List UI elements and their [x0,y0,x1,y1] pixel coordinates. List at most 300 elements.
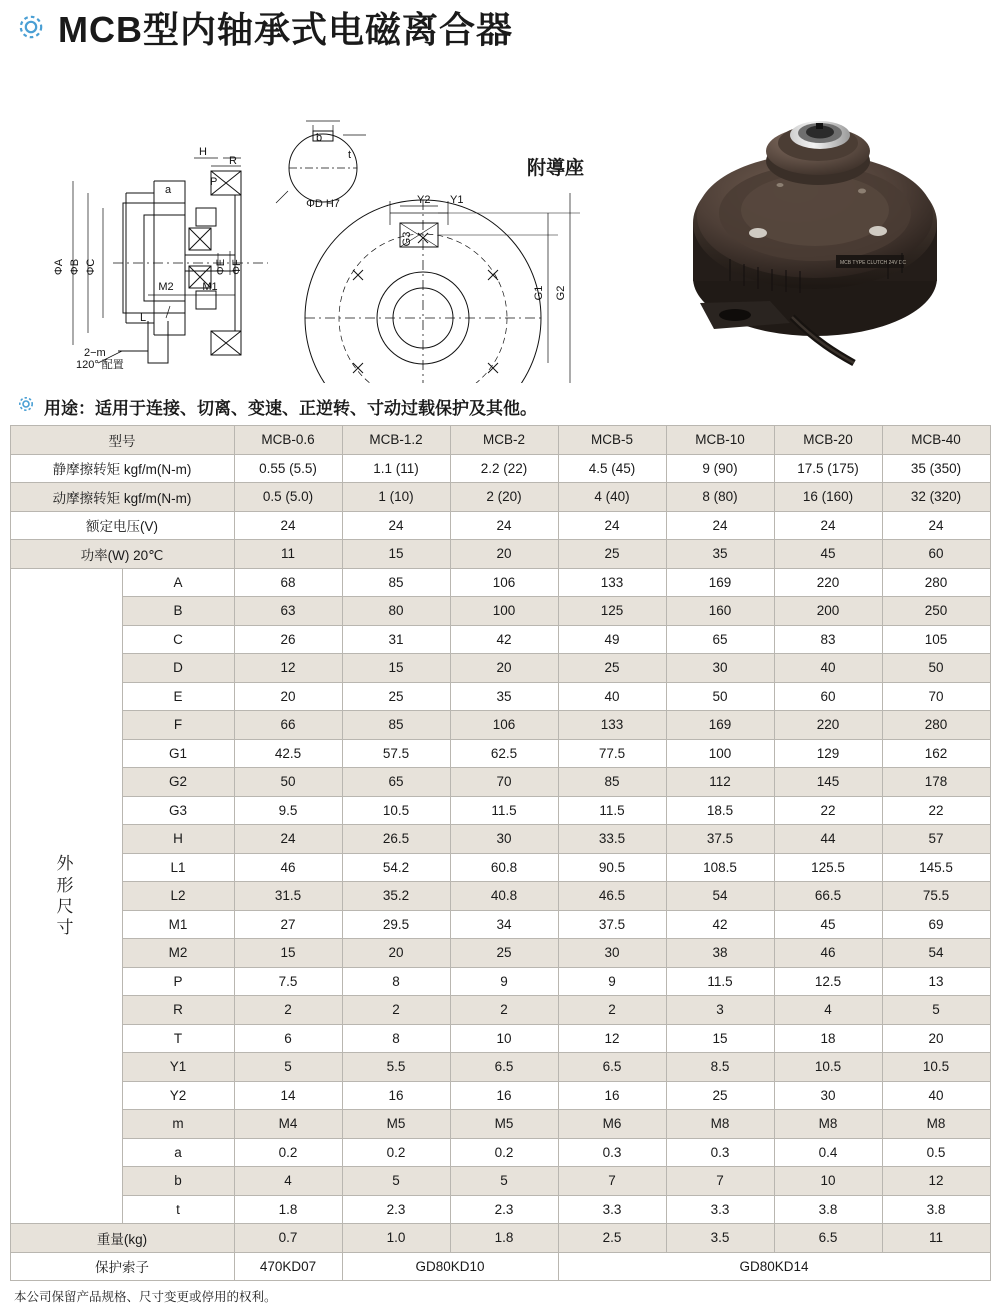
dim-cell-B-2: 100 [450,597,558,626]
dim-cell-B-4: 160 [666,597,774,626]
dim-row-label-T: T [122,1024,234,1053]
dim-cell-G1-4: 100 [666,739,774,768]
spec-cell-3-4: 35 [666,540,774,569]
dim-cell-D-0: 12 [234,654,342,683]
dim-cell-E-4: 50 [666,682,774,711]
dim-cell-B-3: 125 [558,597,666,626]
model-col-2: MCB-2 [450,426,558,455]
dim-cell-H-4: 37.5 [666,825,774,854]
svg-text:G1: G1 [533,285,545,301]
dim-cell-P-3: 9 [558,967,666,996]
dim-cell-t-2: 2.3 [450,1195,558,1224]
dim-row-label-G3: G3 [122,796,234,825]
dim-cell-R-5: 4 [774,996,882,1025]
dim-cell-G1-2: 62.5 [450,739,558,768]
dim-cell-G3-5: 22 [774,796,882,825]
model-col-0: MCB-0.6 [234,426,342,455]
model-col-5: MCB-20 [774,426,882,455]
dim-cell-F-6: 280 [882,711,990,740]
table-row [10,1138,990,1167]
technical-drawing [18,63,618,383]
gear-icon [16,394,36,419]
dim-cell-E-1: 25 [342,682,450,711]
dim-cell-D-2: 20 [450,654,558,683]
svg-text:P: P [210,176,218,188]
svg-text:MCB TYPE CLUTCH 24V DC: MCB TYPE CLUTCH 24V DC [840,260,907,266]
dim-cell-L1-2: 60.8 [450,853,558,882]
spec-cell-1-4: 8 (80) [666,483,774,512]
svg-text:G2: G2 [555,285,567,301]
dim-row-label-Y2: Y2 [122,1081,234,1110]
weight-cell-0: 0.7 [234,1224,342,1253]
dim-cell-F-1: 85 [342,711,450,740]
dim-cell-t-3: 3.3 [558,1195,666,1224]
dim-cell-m-0: M4 [234,1110,342,1139]
protector-row-label: 保护索子 [10,1252,234,1281]
svg-text:ΦB: ΦB [69,258,81,276]
dim-cell-H-5: 44 [774,825,882,854]
dim-row-label-A: A [122,568,234,597]
svg-text:M2: M2 [158,281,174,293]
svg-text:ΦE: ΦE [215,258,227,276]
dim-cell-G2-3: 85 [558,768,666,797]
spec-cell-1-2: 2 (20) [450,483,558,512]
table-row [10,1110,990,1139]
spec-cell-2-4: 24 [666,511,774,540]
dim-cell-A-6: 280 [882,568,990,597]
dim-cell-L2-2: 40.8 [450,882,558,911]
spec-cell-0-3: 4.5 (45) [558,454,666,483]
dim-cell-G1-1: 57.5 [342,739,450,768]
spec-cell-1-1: 1 (10) [342,483,450,512]
dim-cell-P-1: 8 [342,967,450,996]
dim-cell-m-4: M8 [666,1110,774,1139]
dim-cell-t-1: 2.3 [342,1195,450,1224]
dim-cell-H-3: 33.5 [558,825,666,854]
dim-cell-G1-6: 162 [882,739,990,768]
dim-cell-P-4: 11.5 [666,967,774,996]
usage-line [0,390,1000,425]
spec-cell-0-2: 2.2 (22) [450,454,558,483]
dim-cell-D-1: 15 [342,654,450,683]
spec-cell-2-5: 24 [774,511,882,540]
table-row [10,910,990,939]
dim-cell-L2-5: 66.5 [774,882,882,911]
dim-cell-H-6: 57 [882,825,990,854]
dim-cell-R-3: 2 [558,996,666,1025]
dim-cell-P-2: 9 [450,967,558,996]
dim-cell-B-1: 80 [342,597,450,626]
dim-cell-E-5: 60 [774,682,882,711]
spec-cell-3-0: 11 [234,540,342,569]
spec-cell-3-2: 20 [450,540,558,569]
spec-cell-2-1: 24 [342,511,450,540]
spec-cell-0-1: 1.1 (11) [342,454,450,483]
dim-cell-b-3: 7 [558,1167,666,1196]
dim-cell-Y2-1: 16 [342,1081,450,1110]
dim-cell-F-5: 220 [774,711,882,740]
dim-cell-R-0: 2 [234,996,342,1025]
table-header-row [10,426,990,455]
dim-cell-M1-1: 29.5 [342,910,450,939]
spec-cell-2-3: 24 [558,511,666,540]
dim-cell-A-1: 85 [342,568,450,597]
dim-row-label-a: a [122,1138,234,1167]
dim-cell-Y1-4: 8.5 [666,1053,774,1082]
dim-cell-C-3: 49 [558,625,666,654]
table-row [10,597,990,626]
svg-text:M1: M1 [202,281,218,293]
dim-cell-B-0: 63 [234,597,342,626]
spec-cell-3-5: 45 [774,540,882,569]
dim-cell-E-2: 35 [450,682,558,711]
dim-cell-A-0: 68 [234,568,342,597]
dim-cell-B-6: 250 [882,597,990,626]
dim-cell-L1-4: 108.5 [666,853,774,882]
page-title: MCB型内轴承式电磁离合器 [58,8,513,50]
dim-row-label-C: C [122,625,234,654]
dim-cell-G1-5: 129 [774,739,882,768]
dim-row-label-B: B [122,597,234,626]
svg-text:ΦC: ΦC [85,258,97,276]
dim-row-label-G2: G2 [122,768,234,797]
table-row [10,540,990,569]
table-row [10,1224,990,1253]
gear-icon [14,10,48,49]
dim-cell-t-5: 3.8 [774,1195,882,1224]
spec-cell-1-3: 4 (40) [558,483,666,512]
dim-cell-b-6: 12 [882,1167,990,1196]
model-header: 型号 [10,426,234,455]
dim-cell-G2-6: 178 [882,768,990,797]
model-col-1: MCB-1.2 [342,426,450,455]
dim-row-label-F: F [122,711,234,740]
dim-row-label-M2: M2 [122,939,234,968]
dim-cell-G3-1: 10.5 [342,796,450,825]
specification-table [10,425,991,1281]
svg-text:120° 配置: 120° 配置 [76,359,124,371]
table-row [10,1053,990,1082]
dim-cell-L1-5: 125.5 [774,853,882,882]
model-col-4: MCB-10 [666,426,774,455]
spec-cell-2-0: 24 [234,511,342,540]
table-row [10,483,990,512]
svg-text:t: t [348,149,352,161]
table-row [10,796,990,825]
dim-cell-H-0: 24 [234,825,342,854]
dim-cell-G3-0: 9.5 [234,796,342,825]
dim-cell-M1-3: 37.5 [558,910,666,939]
dim-cell-F-0: 66 [234,711,342,740]
dim-cell-M2-1: 20 [342,939,450,968]
dim-cell-A-5: 220 [774,568,882,597]
dim-cell-C-5: 83 [774,625,882,654]
dim-cell-Y2-5: 30 [774,1081,882,1110]
model-col-6: MCB-40 [882,426,990,455]
spec-cell-0-5: 17.5 (175) [774,454,882,483]
table-row [10,625,990,654]
spec-cell-2-6: 24 [882,511,990,540]
dim-cell-m-2: M5 [450,1110,558,1139]
footnote: 本公司保留产品规格、尺寸变更或停用的权利。 [14,1290,277,1304]
model-col-3: MCB-5 [558,426,666,455]
dim-cell-B-5: 200 [774,597,882,626]
weight-cell-2: 1.8 [450,1224,558,1253]
table-row [10,654,990,683]
dim-cell-G3-6: 22 [882,796,990,825]
dim-cell-D-3: 25 [558,654,666,683]
dim-cell-M2-3: 30 [558,939,666,968]
dim-cell-L2-3: 46.5 [558,882,666,911]
dim-cell-G1-3: 77.5 [558,739,666,768]
dim-row-label-Y1: Y1 [122,1053,234,1082]
dim-cell-D-6: 50 [882,654,990,683]
dim-cell-R-4: 3 [666,996,774,1025]
dim-cell-E-0: 20 [234,682,342,711]
table-row [10,1167,990,1196]
dim-row-label-t: t [122,1195,234,1224]
table-row [10,768,990,797]
usage-text: 用途：适用于连接、切离、变速、正逆转、寸动过载保护及其他。 [44,399,537,418]
dim-cell-A-2: 106 [450,568,558,597]
dim-cell-G2-0: 50 [234,768,342,797]
table-row [10,739,990,768]
dim-cell-Y1-1: 5.5 [342,1053,450,1082]
spec-cell-0-4: 9 (90) [666,454,774,483]
svg-text:R: R [229,155,237,167]
dim-cell-C-0: 26 [234,625,342,654]
product-photo [640,73,985,373]
weight-cell-1: 1.0 [342,1224,450,1253]
dim-cell-C-6: 105 [882,625,990,654]
spec-row-label-3: 功率(W) 20℃ [10,540,234,569]
dim-cell-H-1: 26.5 [342,825,450,854]
table-row [10,711,990,740]
svg-text:G3: G3 [401,231,413,247]
dim-cell-F-3: 133 [558,711,666,740]
dim-cell-A-4: 169 [666,568,774,597]
dim-cell-G3-2: 11.5 [450,796,558,825]
dim-cell-b-5: 10 [774,1167,882,1196]
spec-cell-3-1: 15 [342,540,450,569]
figure-area [0,55,1000,390]
dim-cell-R-1: 2 [342,996,450,1025]
table-row [10,454,990,483]
weight-cell-3: 2.5 [558,1224,666,1253]
dim-cell-T-1: 8 [342,1024,450,1053]
dim-row-label-M1: M1 [122,910,234,939]
spec-row-label-1: 动摩擦转矩 kgf/m(N-m) [10,483,234,512]
table-row [10,853,990,882]
dim-cell-C-2: 42 [450,625,558,654]
spec-cell-3-3: 25 [558,540,666,569]
dim-cell-Y2-3: 16 [558,1081,666,1110]
dim-cell-t-6: 3.8 [882,1195,990,1224]
dim-cell-H-2: 30 [450,825,558,854]
dim-cell-Y2-4: 25 [666,1081,774,1110]
table-row [10,511,990,540]
svg-text:ΦF: ΦF [231,259,243,275]
table-row [10,1252,990,1281]
dim-cell-a-6: 0.5 [882,1138,990,1167]
dim-row-label-L2: L2 [122,882,234,911]
table-row [10,1024,990,1053]
dim-row-label-H: H [122,825,234,854]
svg-text:2−m: 2−m [84,347,106,359]
dim-cell-M2-4: 38 [666,939,774,968]
dim-row-label-E: E [122,682,234,711]
dim-cell-M2-5: 46 [774,939,882,968]
spec-cell-2-2: 24 [450,511,558,540]
bracket-note: 附導座 [527,158,585,179]
table-row [10,1081,990,1110]
weight-cell-5: 6.5 [774,1224,882,1253]
dim-cell-Y1-0: 5 [234,1053,342,1082]
dim-cell-T-4: 15 [666,1024,774,1053]
svg-text:b: b [315,132,323,144]
dim-cell-F-4: 169 [666,711,774,740]
svg-text:ΦA: ΦA [53,258,65,276]
dim-cell-L1-3: 90.5 [558,853,666,882]
dim-cell-G1-0: 42.5 [234,739,342,768]
svg-text:Y2: Y2 [417,194,431,206]
dim-row-label-P: P [122,967,234,996]
svg-text:Y1: Y1 [450,194,464,206]
dim-cell-P-6: 13 [882,967,990,996]
dim-cell-Y2-0: 14 [234,1081,342,1110]
dim-cell-L2-6: 75.5 [882,882,990,911]
dim-cell-b-1: 5 [342,1167,450,1196]
spec-row-label-2: 额定电压(V) [10,511,234,540]
table-row [10,682,990,711]
dim-cell-M1-6: 69 [882,910,990,939]
dim-cell-t-4: 3.3 [666,1195,774,1224]
svg-text:H: H [199,146,207,158]
spec-cell-3-6: 60 [882,540,990,569]
dim-cell-R-2: 2 [450,996,558,1025]
dim-cell-M1-2: 34 [450,910,558,939]
dim-cell-a-5: 0.4 [774,1138,882,1167]
dim-cell-b-2: 5 [450,1167,558,1196]
dim-cell-C-4: 65 [666,625,774,654]
dim-cell-L1-6: 145.5 [882,853,990,882]
table-row [10,882,990,911]
dim-cell-t-0: 1.8 [234,1195,342,1224]
dim-cell-T-5: 18 [774,1024,882,1053]
dim-cell-a-0: 0.2 [234,1138,342,1167]
table-row [10,996,990,1025]
dim-row-label-D: D [122,654,234,683]
dim-cell-D-5: 40 [774,654,882,683]
spec-cell-0-6: 35 (350) [882,454,990,483]
dim-cell-M1-0: 27 [234,910,342,939]
dim-cell-Y1-5: 10.5 [774,1053,882,1082]
dim-cell-a-1: 0.2 [342,1138,450,1167]
dim-cell-m-3: M6 [558,1110,666,1139]
dim-cell-L2-4: 54 [666,882,774,911]
dim-cell-L2-1: 35.2 [342,882,450,911]
table-row [10,1195,990,1224]
dimension-group-label: 外 形 尺 寸 [10,568,122,1224]
dim-cell-b-0: 4 [234,1167,342,1196]
dim-cell-P-0: 7.5 [234,967,342,996]
protector-cell-2: GD80KD14 [558,1252,990,1281]
dim-cell-E-6: 70 [882,682,990,711]
table-row [10,939,990,968]
spec-cell-1-6: 32 (320) [882,483,990,512]
dim-cell-F-2: 106 [450,711,558,740]
table-row [10,825,990,854]
spec-cell-0-0: 0.55 (5.5) [234,454,342,483]
dim-cell-Y1-2: 6.5 [450,1053,558,1082]
dim-cell-G2-5: 145 [774,768,882,797]
dim-cell-Y2-2: 16 [450,1081,558,1110]
dim-cell-T-2: 10 [450,1024,558,1053]
svg-text:L: L [140,312,147,324]
dim-row-label-L1: L1 [122,853,234,882]
protector-cell-1: GD80KD10 [342,1252,558,1281]
dim-cell-M2-2: 25 [450,939,558,968]
spec-row-label-0: 静摩擦转矩 kgf/m(N-m) [10,454,234,483]
dim-cell-P-5: 12.5 [774,967,882,996]
dim-cell-b-4: 7 [666,1167,774,1196]
dim-cell-m-6: M8 [882,1110,990,1139]
dim-cell-T-6: 20 [882,1024,990,1053]
dim-cell-L1-0: 46 [234,853,342,882]
dim-cell-a-4: 0.3 [666,1138,774,1167]
dim-cell-T-0: 6 [234,1024,342,1053]
dim-cell-Y1-3: 6.5 [558,1053,666,1082]
dim-cell-C-1: 31 [342,625,450,654]
protector-cell-0: 470KD07 [234,1252,342,1281]
dim-cell-L1-1: 54.2 [342,853,450,882]
dim-cell-D-4: 30 [666,654,774,683]
weight-cell-6: 11 [882,1224,990,1253]
dim-cell-G3-3: 11.5 [558,796,666,825]
dim-cell-M1-4: 42 [666,910,774,939]
dim-row-label-b: b [122,1167,234,1196]
page-header [0,0,1000,53]
dim-cell-G2-1: 65 [342,768,450,797]
dim-cell-G3-4: 18.5 [666,796,774,825]
spec-cell-1-0: 0.5 (5.0) [234,483,342,512]
weight-row-label: 重量(kg) [10,1224,234,1253]
dim-row-label-m: m [122,1110,234,1139]
dim-cell-m-1: M5 [342,1110,450,1139]
dim-cell-M1-5: 45 [774,910,882,939]
dim-row-label-R: R [122,996,234,1025]
dim-cell-A-3: 133 [558,568,666,597]
table-row [10,568,990,597]
dim-cell-L2-0: 31.5 [234,882,342,911]
dim-cell-E-3: 40 [558,682,666,711]
dim-cell-a-3: 0.3 [558,1138,666,1167]
dim-cell-G2-2: 70 [450,768,558,797]
dim-cell-M2-0: 15 [234,939,342,968]
dim-cell-G2-4: 112 [666,768,774,797]
dim-cell-R-6: 5 [882,996,990,1025]
dim-cell-Y1-6: 10.5 [882,1053,990,1082]
dim-row-label-G1: G1 [122,739,234,768]
dim-cell-T-3: 12 [558,1024,666,1053]
weight-cell-4: 3.5 [666,1224,774,1253]
dim-cell-m-5: M8 [774,1110,882,1139]
svg-text:a: a [165,184,172,196]
dim-cell-M2-6: 54 [882,939,990,968]
spec-cell-1-5: 16 (160) [774,483,882,512]
dim-cell-a-2: 0.2 [450,1138,558,1167]
svg-text:ΦD H7: ΦD H7 [306,198,340,210]
